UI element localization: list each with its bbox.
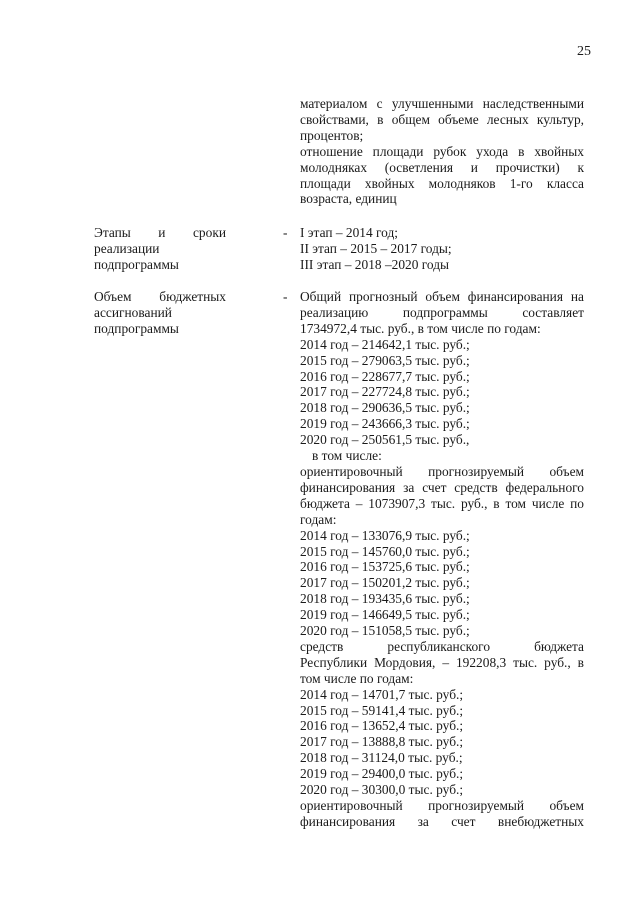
- intro-line: молодняках (осветления и прочистки) к: [300, 159, 584, 175]
- funding-line: 2020 год – 151058,5 тыс. руб.;: [300, 623, 470, 639]
- funding-line: 2019 год – 146649,5 тыс. руб.;: [300, 607, 470, 623]
- stages-label-line: подпрограммы: [94, 256, 179, 272]
- stages-label: [94, 225, 226, 273]
- funding-line: годам:: [300, 511, 337, 527]
- stages-label-line: реализации: [94, 240, 160, 256]
- funding-line: 2014 год – 133076,9 тыс. руб.;: [300, 527, 470, 543]
- funding-line: 2019 год – 29400,0 тыс. руб.;: [300, 766, 464, 782]
- funding-line: том числе по годам:: [300, 670, 414, 686]
- funding-line: 2018 год – 193435,6 тыс. руб.;: [300, 591, 470, 607]
- intro-line: возраста, единиц: [300, 191, 397, 207]
- funding-line: реализацию подпрограммы составляет: [300, 304, 584, 320]
- funding-line: 2019 год – 243666,3 тыс. руб.;: [300, 416, 470, 432]
- funding-label-line: подпрограммы: [94, 320, 179, 336]
- funding-line: 2016 год – 153725,6 тыс. руб.;: [300, 559, 470, 575]
- intro-text: [300, 96, 584, 207]
- stages-text: [300, 225, 584, 273]
- funding-label-line: ассигнований: [94, 304, 172, 320]
- stages-dash: -: [283, 225, 288, 240]
- funding-line: 2020 год – 250561,5 тыс. руб.,: [300, 432, 470, 448]
- funding-line: средств республиканского бюджета: [300, 638, 584, 654]
- funding-line: 2015 год – 145760,0 тыс. руб.;: [300, 543, 470, 559]
- intro-line: площади хвойных молодняков 1-го класса: [300, 175, 584, 191]
- funding-line: 2015 год – 279063,5 тыс. руб.;: [300, 352, 470, 368]
- funding-line: 1734972,4 тыс. руб., в том числе по годам:: [300, 320, 541, 336]
- funding-line: 2014 год – 14701,7 тыс. руб.;: [300, 686, 464, 702]
- funding-line: 2015 год – 59141,4 тыс. руб.;: [300, 702, 464, 718]
- funding-label: [94, 289, 226, 337]
- funding-line: Общий прогнозный объем финансирования на: [300, 289, 584, 304]
- funding-line: 2017 год – 13888,8 тыс. руб.;: [300, 734, 464, 750]
- funding-line: 2018 год – 31124,0 тыс. руб.;: [300, 750, 463, 766]
- funding-line: в том числе:: [312, 448, 382, 464]
- funding-line: финансирования за счет средств федерального: [300, 479, 584, 495]
- funding-label-line: Объем бюджетных: [94, 289, 226, 304]
- funding-line: 2016 год – 228677,7 тыс. руб.;: [300, 368, 470, 384]
- funding-line: 2020 год – 30300,0 тыс. руб.;: [300, 782, 464, 798]
- stages-line: II этап – 2015 – 2017 годы;: [300, 240, 452, 256]
- funding-line: финансирования за счет внебюджетных: [300, 813, 584, 829]
- funding-dash: -: [283, 289, 288, 304]
- intro-line: материалом с улучшенными наследственными: [300, 96, 584, 111]
- funding-line: ориентировочный прогнозируемый объем: [300, 463, 584, 479]
- funding-text: [300, 289, 584, 830]
- funding-line: Республики Мордовия, – 192208,3 тыс. руб., в: [300, 654, 584, 670]
- funding-line: ориентировочный прогнозируемый объем: [300, 798, 584, 813]
- funding-line: бюджета – 1073907,3 тыс. руб., в том числе по: [300, 495, 584, 511]
- intro-line: свойствами, в общем объеме лесных культур,: [300, 111, 584, 127]
- funding-line: 2017 год – 227724,8 тыс. руб.;: [300, 384, 470, 400]
- intro-line: процентов;: [300, 127, 364, 143]
- funding-line: 2018 год – 290636,5 тыс. руб.;: [300, 400, 470, 416]
- funding-line: 2014 год – 214642,1 тыс. руб.;: [300, 336, 470, 352]
- funding-line: 2016 год – 13652,4 тыс. руб.;: [300, 718, 464, 734]
- stages-line: III этап – 2018 –2020 годы: [300, 256, 450, 272]
- stages-line: I этап – 2014 год;: [300, 225, 399, 240]
- stages-label-line: Этапы и сроки: [94, 225, 226, 240]
- funding-line: 2017 год – 150201,2 тыс. руб.;: [300, 575, 470, 591]
- page-number: 25: [577, 44, 591, 59]
- intro-line: отношение площади рубок ухода в хвойных: [300, 143, 584, 159]
